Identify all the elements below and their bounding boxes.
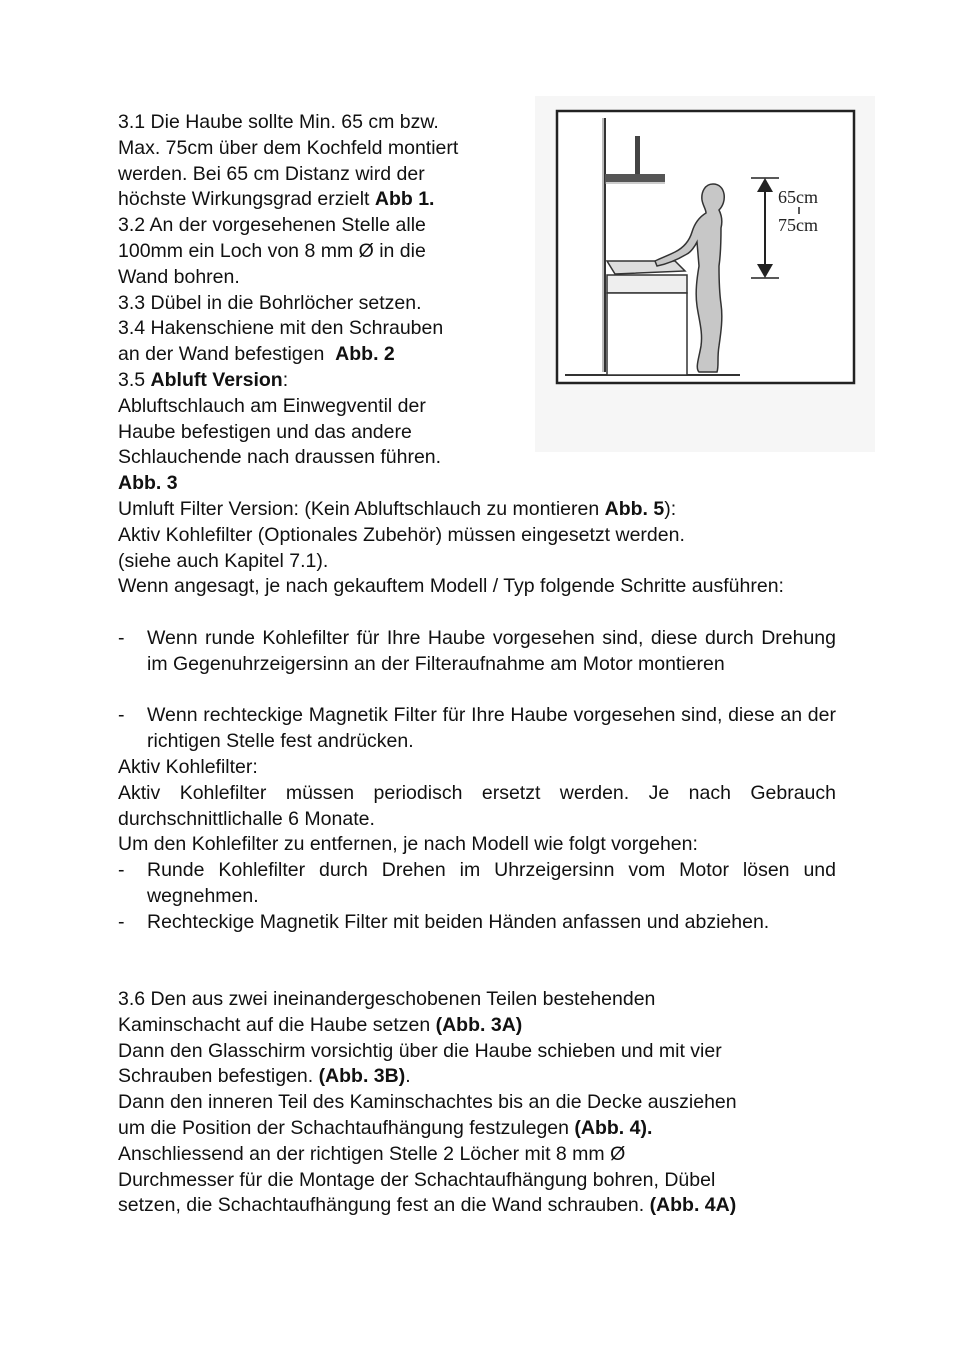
bullet-dash: - [118,911,125,933]
text-line: 3.6 Den aus zwei ineinandergeschobenen Teilen bestehenden [118,988,656,1010]
dimension-label-65: 65cm [778,187,818,207]
text-line: werden. Bei 65 cm Distanz wird der [118,162,425,185]
figure-reference: Abb. 3 [118,472,178,495]
dimension-label-75: 75cm [778,215,818,235]
text-line: 3.1 Die Haube sollte Min. 65 cm bzw. [118,111,439,133]
text-span: 3.5 [118,368,151,391]
text-line [118,1064,836,1090]
text-line: Abluftschlauch am Einwegventil der [118,394,426,417]
text-span: an der Wand befestigen [118,343,336,366]
counter-cabinet [607,293,687,375]
text-line: Um den Kohlefilter zu entfernen, je nach Modell wie folgt vorgehen: [118,833,698,856]
hood-chimney [635,136,640,174]
list-item [118,626,836,678]
figure-reference: (Abb. 3A) [435,1013,523,1036]
text-line: 100mm ein Loch von 8 mm Ø in die [118,239,426,262]
text-span: ): [664,498,677,520]
text-line: Schlauchende nach draussen führen. [118,446,442,469]
bullet-dash: - [118,704,125,726]
list-item-text: Rechteckige Magnetik Filter mit beiden Händen anfassen und abziehen. [147,911,770,933]
installation-height-diagram [535,96,875,452]
section-3-6 [118,987,836,1219]
text-line [118,1013,836,1039]
figure-reference: Abb 1. [374,188,435,211]
umluft-section [118,497,836,600]
text-span: höchste Wirkungsgrad erzielt [118,188,375,211]
figure-reference: (Abb. 4A) [649,1194,737,1217]
text-line [118,342,538,368]
text-line: 3.3 Dübel in die Bohrlöcher setzen. [118,291,422,314]
list-item-text: Wenn rechteckige Magnetik Filter für Ihre Haube vorgesehen sind, diese an der richtigen Stelle fest andrücken. [147,704,836,752]
text-line [118,368,538,394]
figure-reference: Abb. 5 [604,498,665,520]
text-line [118,497,836,523]
text-span: : [282,368,289,391]
text-line: Durchmesser für die Montage der Schachtaufhängung bohren, Dübel [118,1168,716,1191]
counter-top [607,275,687,293]
text-line: (siehe auch Kapitel 7.1). [118,549,329,572]
list-item-text: Runde Kohlefilter durch Drehen im Uhrzeigersinn vom Motor lösen und wegnehmen. [147,859,836,907]
text-line: Aktiv Kohlefilter (Optionales Zubehör) müssen eingesetzt werden. [118,523,685,546]
text-line: Wand bohren. [118,265,240,288]
text-line [118,187,538,213]
text-span: Schrauben befestigen. [118,1065,319,1088]
text-span: Umluft Filter Version: (Kein Abluftschlauch zu montieren [118,498,605,520]
text-line: Haube befestigen und das andere [118,420,412,443]
intro-column-text [118,110,538,497]
text-line: Max. 75cm über dem Kochfeld montiert [118,136,459,159]
text-line: 3.4 Hakenschiene mit den Schrauben [118,317,444,340]
text-span: um die Position der Schachtaufhängung festzulegen [118,1116,575,1139]
text-line [118,1193,836,1219]
text-line: Anschliessend an der richtigen Stelle 2 Löcher mit 8 mm Ø [118,1142,626,1165]
list-item [118,910,836,936]
text-span: Kaminschacht auf die Haube setzen [118,1013,436,1036]
hood-body [605,174,665,182]
bullet-dash: - [118,627,125,649]
text-line: Dann den inneren Teil des Kaminschachtes bis an die Decke ausziehen [118,1091,737,1114]
section-heading: Abluft Version [150,368,283,391]
aktiv-kohlefilter-section [118,755,836,858]
paragraph: Aktiv Kohlefilter müssen periodisch ersetzt werden. Je nach Gebrauch durchschnittlichalle 6 Monate. [118,781,836,830]
text-line: Aktiv Kohlefilter: [118,756,258,778]
paragraph: Wenn angesagt, je nach gekauftem Modell / Typ folgende Schritte ausführen: [118,575,784,598]
figure-reference: (Abb. 4). [574,1116,653,1139]
installation-height-figure [535,96,875,452]
list-item [118,858,836,910]
list-item-text: Wenn runde Kohlefilter für Ihre Haube vorgesehen sind, diese durch Drehung im Gegenuhrzeigersinn an der Filteraufnahme am Motor montieren [147,627,836,675]
text-span: . [405,1065,411,1088]
text-line: 3.2 An der vorgesehenen Stelle alle [118,214,426,237]
hob-surface [607,261,685,274]
figure-reference: (Abb. 3B) [318,1065,406,1088]
text-span: setzen, die Schachtaufhängung fest an die Wand schrauben. [118,1194,650,1217]
text-line [118,1116,836,1142]
text-line: Dann den Glasschirm vorsichtig über die Haube schieben und mit vier [118,1039,722,1062]
figure-reference: Abb. 2 [335,343,395,366]
bullet-dash: - [118,859,125,881]
list-item [118,703,836,755]
